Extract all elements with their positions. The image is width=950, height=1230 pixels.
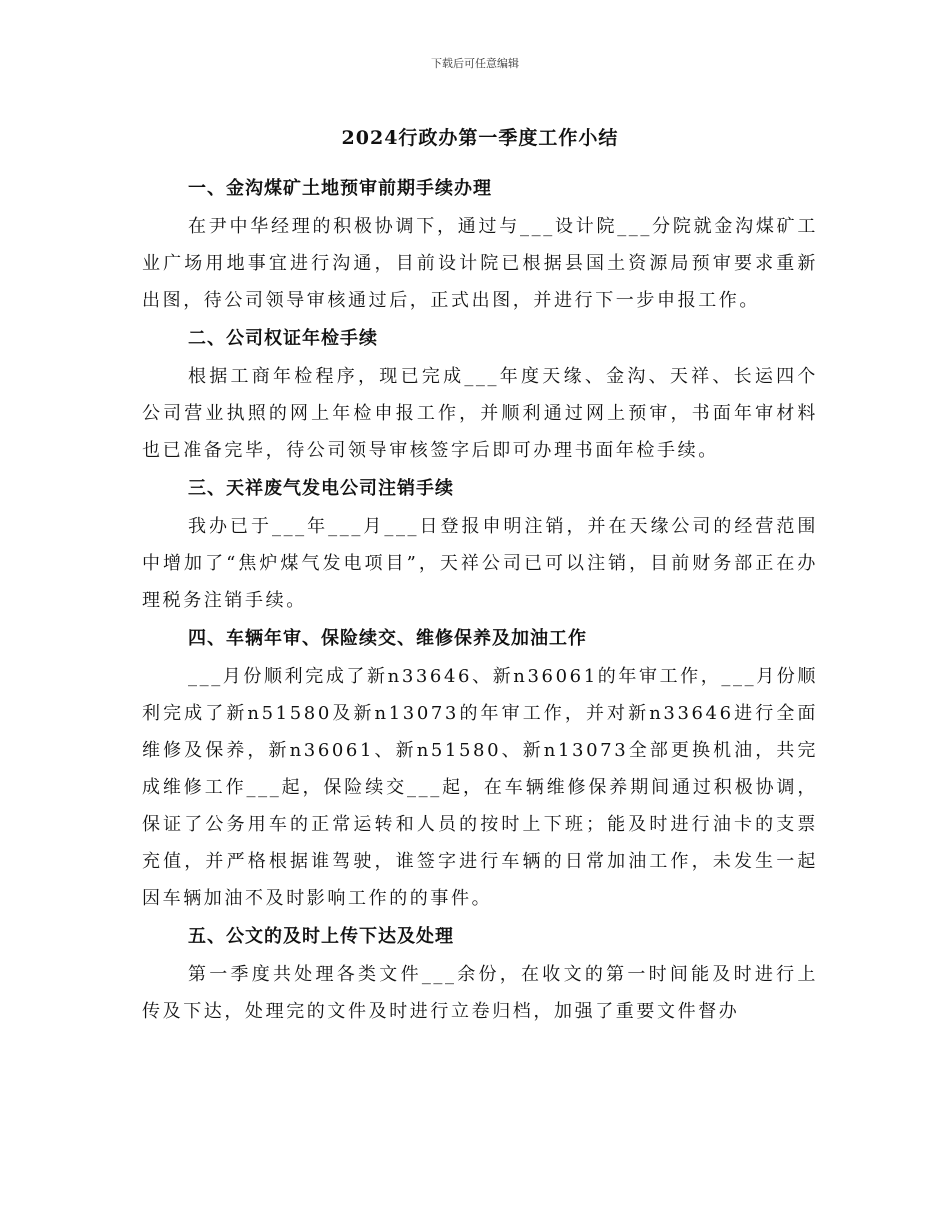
header-note: 下载后可任意编辑 bbox=[431, 57, 519, 70]
section-paragraph-4: ___月份顺利完成了新n33646、新n36061的年审工作，___月份顺利完成了新n51580及新n13073的年审工作，并对新n33646进行全面维修及保养，新n36061、新n51580、新n13073全部更换机油，共完成维修工作___起，保险续交___起，在车辆维修保养期间通过积极协调，保证了公务用车的正常运转和人员的按时上下班；能及时进行油卡的支票充值，并严格根据谁驾驶，谁签字进行车辆的日常加油工作，未发生一起因车辆加油不及时影响工作的的事件。 bbox=[142, 666, 818, 909]
document-title: 2024行政办第一季度工作小结 bbox=[341, 127, 619, 149]
section-paragraph-5: 第一季度共处理各类文件___余份，在收文的第一时间能及时进行上传及下达，处理完的文件及时进行立卷归档，加强了重要文件督办 bbox=[142, 964, 818, 1022]
section-paragraph-1: 在尹中华经理的积极协调下，通过与___设计院___分院就金沟煤矿工业广场用地事宜进行沟通，目前设计院已根据县国土资源局预审要求重新出图，待公司领导审核通过后，正式出图，并进行下一步申报工作。 bbox=[142, 216, 818, 311]
section-heading-2: 二、公司权证年检手续 bbox=[188, 328, 378, 349]
document-page bbox=[142, 118, 818, 1030]
section-heading-5: 五、公文的及时上传下达及处理 bbox=[188, 926, 454, 947]
section-paragraph-2: 根据工商年检程序，现已完成___年度天缘、金沟、天祥、长运四个公司营业执照的网上年检申报工作，并顺利通过网上预审，书面年审材料也已准备完毕，待公司领导审核签字后即可办理书面年检手续。 bbox=[142, 366, 818, 461]
section-paragraph-3: 我办已于___年___月___日登报申明注销，并在天缘公司的经营范围中增加了“焦炉煤气发电项目”，天祥公司已可以注销，目前财务部正在办理税务注销手续。 bbox=[142, 516, 818, 611]
section-heading-1: 一、金沟煤矿土地预审前期手续办理 bbox=[188, 178, 492, 199]
section-heading-4: 四、车辆年审、保险续交、维修保养及加油工作 bbox=[188, 628, 587, 649]
section-heading-3: 三、天祥废气发电公司注销手续 bbox=[188, 478, 454, 499]
